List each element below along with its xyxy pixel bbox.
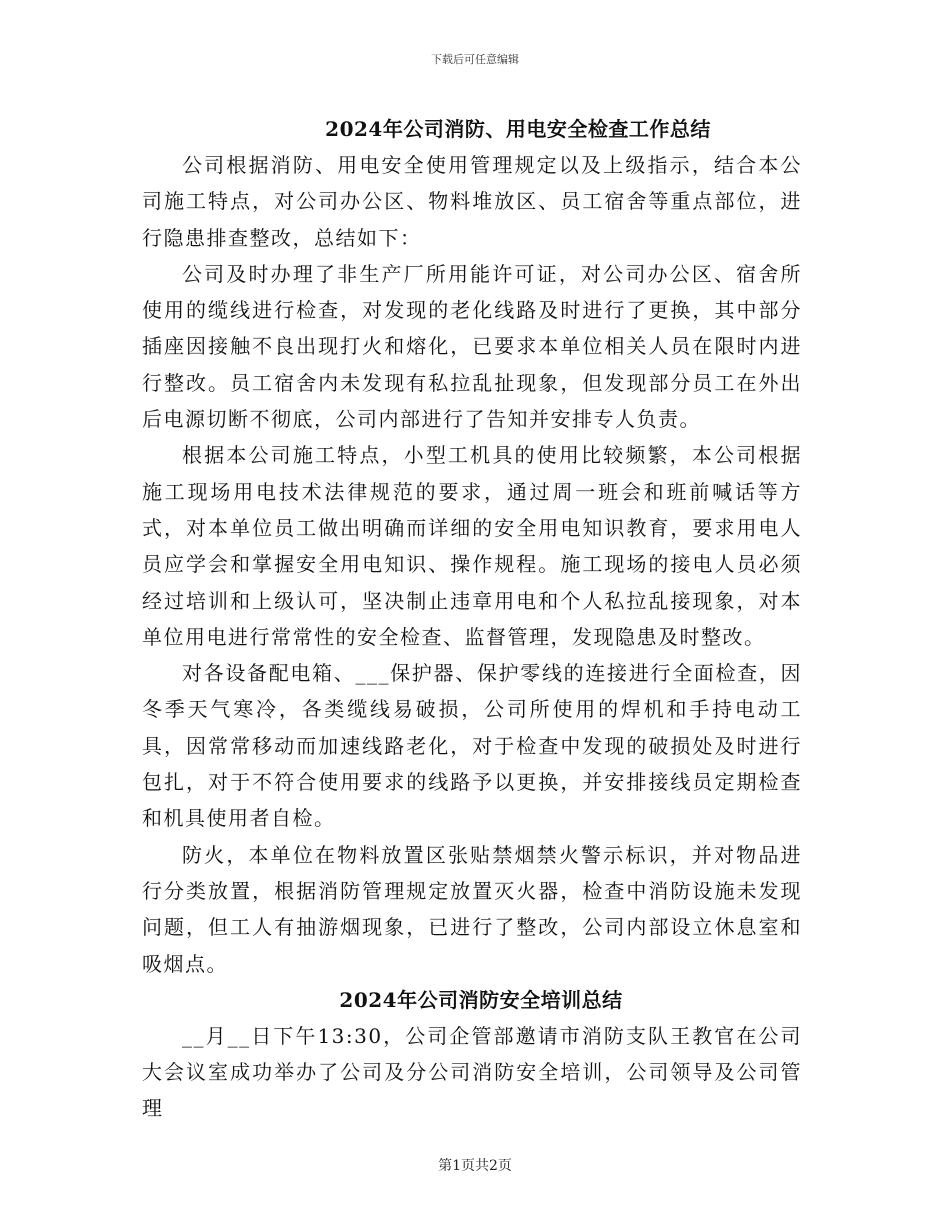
section-title-training: 2024年公司消防安全培训总结 — [339, 987, 623, 1012]
paragraph: 公司根据消防、用电安全使用管理规定以及上级指示，结合本公司施工特点，对公司办公区、物料堆放区、员工宿舍等重点部位，进行隐患排查整改，总结如下： — [142, 153, 802, 250]
paragraph: 防火，本单位在物料放置区张贴禁烟禁火警示标识，并对物品进行分类放置，根据消防管理规定放置灭火器，检查中消防设施未发现问题，但工人有抽游烟现象，已进行了整改，公司内部设立休息室和吸烟点。 — [142, 842, 802, 976]
paragraph: 根据本公司施工特点，小型工机具的使用比较频繁，本公司根据施工现场用电技术法律规范的要求，通过周一班会和班前喊话等方式，对本单位员工做出明确而详细的安全用电知识教育，要求用电人员应学会和掌握安全用电知识、操作规程。施工现场的接电人员必须经过培训和上级认可，坚决制止违章用电和个人私拉乱接现象，对本单位用电进行常常性的安全检查、监督管理，发现隐患及时整改。 — [142, 443, 802, 649]
paragraph: 对各设备配电箱、___保护器、保护零线的连接进行全面检查，因冬季天气寒冷，各类缆线易破损，公司所使用的焊机和手持电动工具，因常常移动而加速线路老化，对于检查中发现的破损处及时进行包扎，对于不符合使用要求的线路予以更换，并安排接线员定期检查和机具使用者自检。 — [142, 661, 802, 831]
paragraph: __月__日下午13:30，公司企管部邀请市消防支队王教官在公司大会议室成功举办了公司及分公司消防安全培训，公司领导及公司管理 — [142, 1023, 802, 1121]
paragraph: 公司及时办理了非生产厂所用能许可证，对公司办公区、宿舍所使用的缆线进行检查，对发现的老化线路及时进行了更换，其中部分插座因接触不良出现打火和熔化，已要求本单位相关人员在限时内进行整改。员工宿舍内未发现有私拉乱扯现象，但发现部分员工在外出后电源切断不彻底，公司内部进行了告知并安排专人负责。 — [142, 261, 802, 432]
page-header: 下载后可任意编辑 — [431, 53, 519, 66]
section-title-inspection: 2024年公司消防、用电安全检查工作总结 — [325, 117, 711, 141]
document-body — [142, 111, 802, 1127]
page-number: 第1页共2页 — [438, 1158, 512, 1174]
